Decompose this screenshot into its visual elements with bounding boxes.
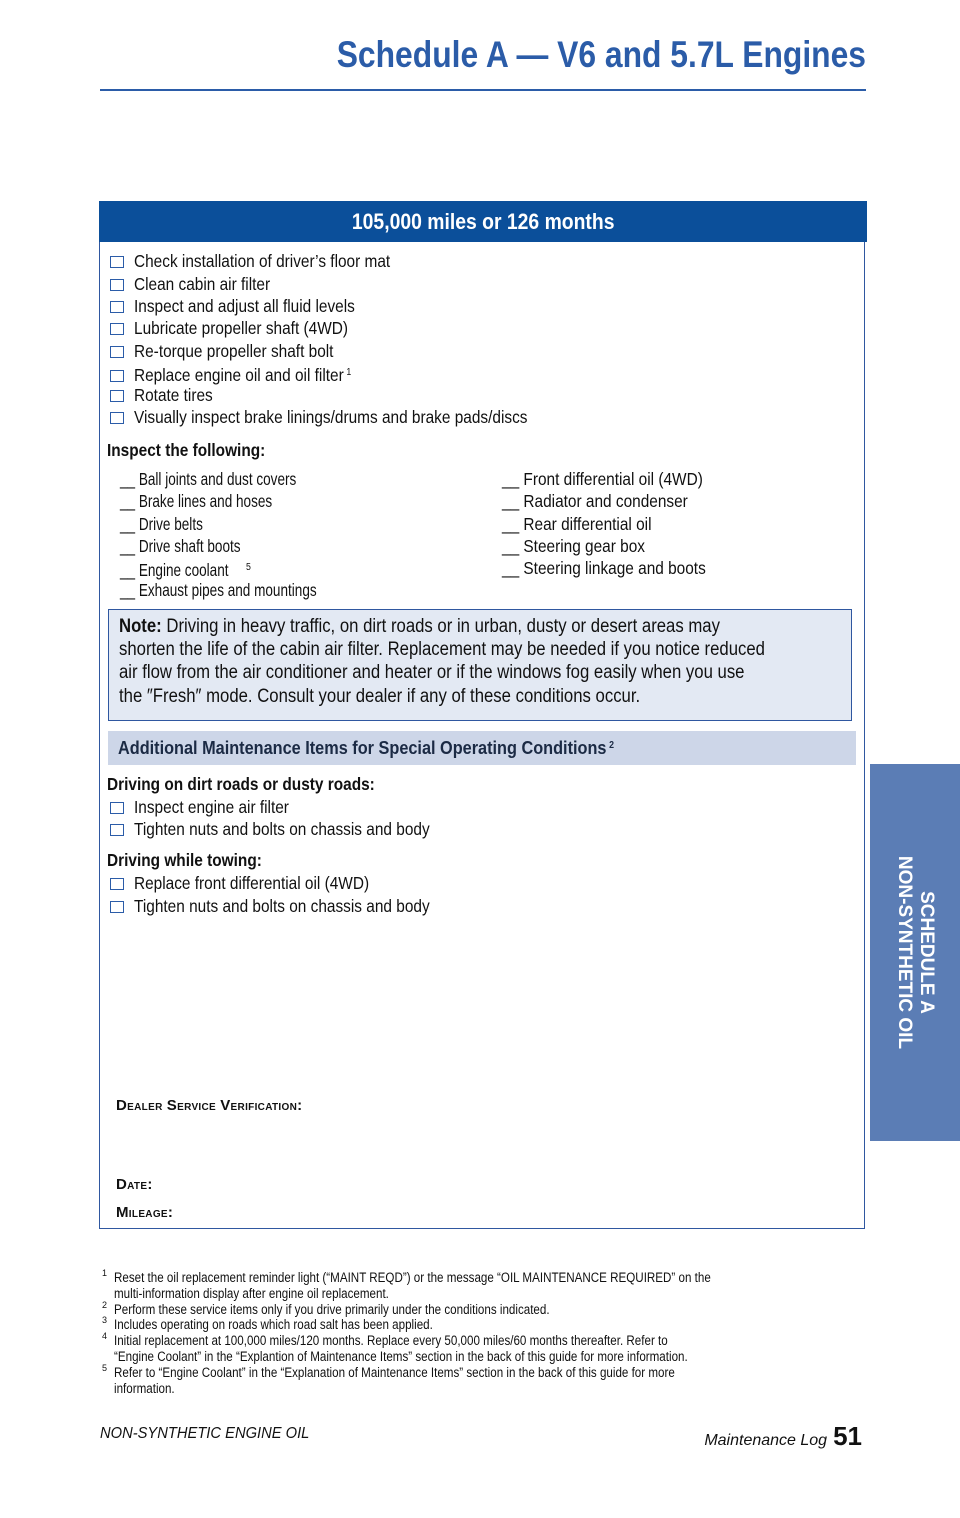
checkbox-icon[interactable] [110,279,124,291]
checkbox-icon[interactable] [110,256,124,268]
note-line: air flow from the air conditioner and heater or if the windows fog easily when you use [119,662,745,684]
towing-heading: Driving while towing: [107,850,262,870]
checklist-item[interactable]: Check installation of driver’s floor mat [110,250,425,272]
checklist-item[interactable]: Lubricate propeller shaft (4WD) [110,317,377,339]
date-label: DATE: [116,1176,153,1193]
checkbox-icon[interactable] [110,878,124,890]
checkbox-icon[interactable] [110,346,124,358]
note-box [108,609,852,721]
footnote: 2 Perform these service items only if you drive primarily under the conditions indicated. [102,1299,550,1317]
checkbox-icon[interactable] [110,301,124,313]
checklist-item[interactable]: Inspect engine air filter [110,796,310,818]
additional-heading: Additional Maintenance Items for Special Operating Conditions [118,737,607,758]
checklist-item[interactable]: Replace front differential oil (4WD) [110,872,401,894]
note-label: Note: [119,616,162,637]
checkbox-icon[interactable] [110,824,124,836]
inspect-item: __ Steering linkage and boots [502,558,706,578]
inspect-item: __ Brake lines and hoses [120,491,273,511]
page-number: 51 [833,1421,862,1451]
side-tab-line: SCHEDULE A [916,891,937,1014]
section-side-tab[interactable] [870,764,960,1141]
footnote-cont: “Engine Coolant” in the “Explantion of Maintenance Items” section in the back of this guide for more information. [114,1348,688,1364]
checklist-item[interactable]: Tighten nuts and bolts on chassis and body [110,895,470,917]
footnotes [102,1270,862,1396]
inspect-item: __ Rear differential oil [502,514,652,534]
additional-heading-bar: Additional Maintenance Items for Special Operating Conditions $^2$ [108,731,856,765]
note-line: the ″Fresh″ mode. Consult your dealer if any of these conditions occur. [119,685,641,707]
footnote-cont: information. [114,1380,175,1396]
title-rule [100,89,866,91]
footnote: 4 Initial replacement at 100,000 miles/120 months. Replace every 50,000 miles/60 months thereafter. Refer to [102,1331,668,1349]
footnote-cont: multi-information display after engine oil replacement. [114,1285,389,1301]
checklist-item[interactable]: Re-torque propeller shaft bolt [110,340,361,362]
dealer-verification-label: DEALER SERVICE VERIFICATION: [116,1097,303,1114]
footnote: 1 Reset the oil replacement reminder light (“MAINT REQD”) or the message “OIL MAINTENANCE REQUIRED” on the [102,1268,711,1285]
checklist-item[interactable]: Clean cabin air filter [110,273,289,295]
checklist-item[interactable]: Visually inspect brake linings/drums and brake pads/discs [110,406,581,428]
inspect-item: __ Ball joints and dust covers [120,469,297,489]
footer-label: Maintenance Log [704,1432,828,1449]
inspect-heading: Inspect the following: [107,440,266,460]
side-tab-line: NON-SYNTHETIC OIL [894,855,915,1050]
checkbox-icon[interactable] [110,802,124,814]
checkbox-icon[interactable] [110,390,124,402]
checkbox-icon[interactable] [110,323,124,335]
inspect-item: __ Engine coolant $^5$ [120,560,251,580]
footnote: 3 Includes operating on roads which road salt has been applied. [102,1315,433,1333]
footer-page [704,1421,862,1452]
note-line: shorten the life of the cabin air filter. Replacement may be needed if you notice reduced [119,639,765,661]
inspect-item: __ Radiator and condenser [502,491,688,511]
checklist-item[interactable]: Replace engine oil and oil filter $^1$ [110,362,381,384]
checkbox-icon[interactable] [110,901,124,913]
checklist-item[interactable]: Tighten nuts and bolts on chassis and body [110,818,470,840]
mileage-label: MILEAGE: [116,1204,174,1221]
inspect-item: __ Drive shaft boots [120,536,241,556]
footer-section: NON-SYNTHETIC ENGINE OIL [100,1425,310,1442]
dirt-roads-heading: Driving on dirt roads or dusty roads: [107,774,375,794]
inspect-item: __ Exhaust pipes and mountings [120,580,317,600]
footnote: 5 Refer to “Engine Coolant” in the “Explanation of Maintenance Items” section in the back of this guide for more [102,1362,675,1380]
note-line: Driving in heavy traffic, on dirt roads or in urban, dusty or desert areas may [166,616,720,637]
inspect-item: __ Steering gear box [502,536,645,556]
inspect-item: __ Front differential oil (4WD) [502,469,703,489]
page-title: Schedule A — V6 and 5.7L Engines [336,34,866,75]
interval-heading: 105,000 miles or 126 months [99,201,867,242]
checkbox-icon[interactable] [110,412,124,424]
checklist-item[interactable]: Inspect and adjust all fluid levels [110,295,385,317]
checklist-item[interactable]: Rotate tires [110,384,223,406]
inspect-item: __ Drive belts [120,514,203,534]
checkbox-icon[interactable] [110,370,124,382]
